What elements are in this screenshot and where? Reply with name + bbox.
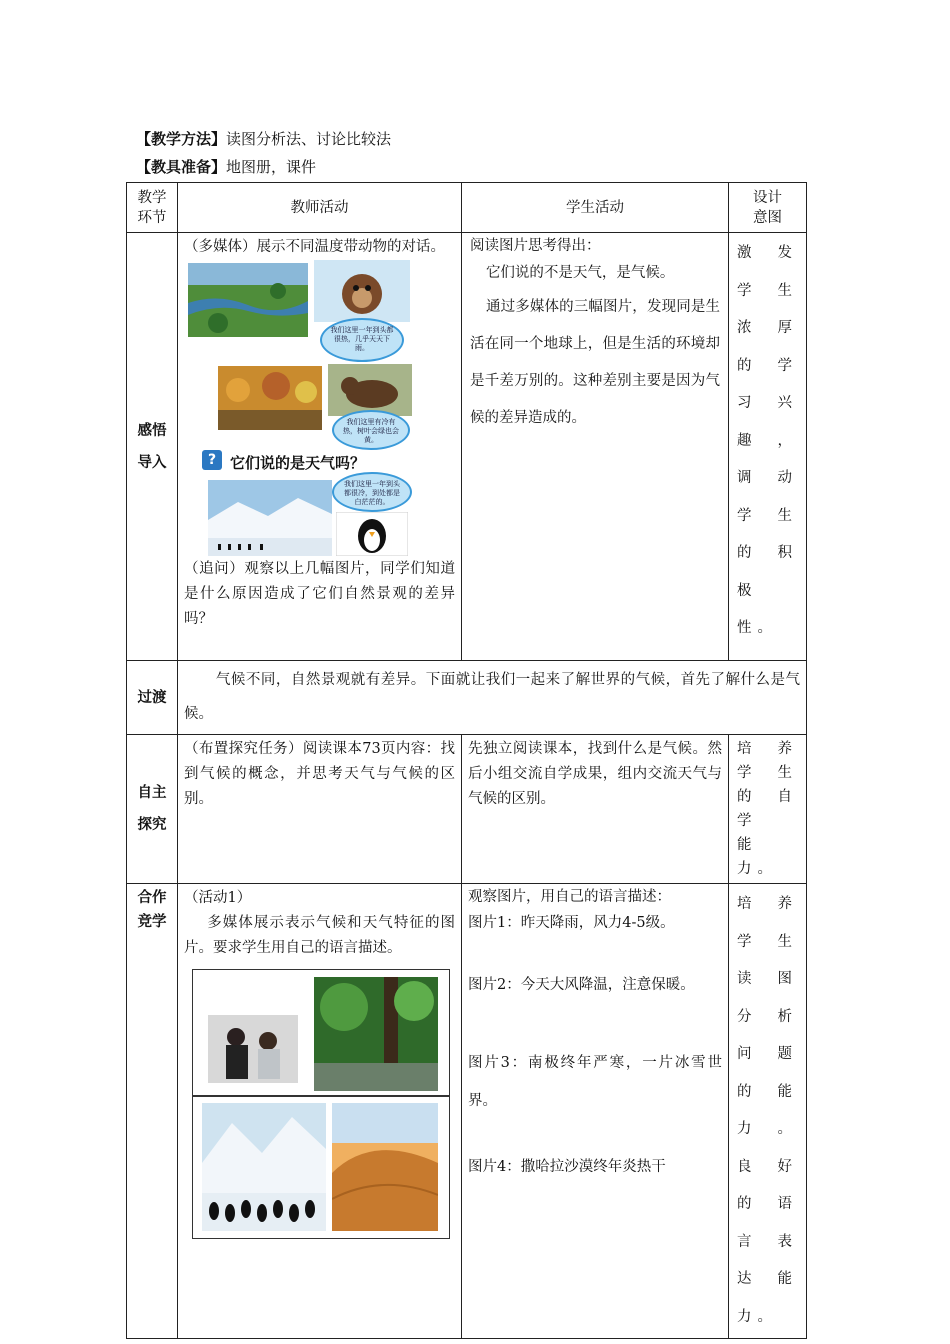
penguin-image (336, 512, 408, 556)
teaching-prep-line (136, 156, 316, 177)
teaching-prep-value: 地图册，课件 (226, 158, 317, 176)
teacher-coop-p2: 多媒体展示表示气候和天气特征的图片。要求学生用自己的语言描述。 (184, 915, 455, 956)
rainforest-image (188, 263, 308, 337)
teacher-activity-intro (178, 233, 462, 661)
teacher-intro-top: （多媒体）展示不同温度带动物的对话。 (184, 239, 445, 255)
teacher-coop-p1: （活动1） (184, 890, 252, 906)
teacher-activity-cooperation (178, 884, 462, 1339)
stage-self-study: 自主 探究 (127, 735, 178, 884)
table-row-transition (127, 661, 807, 735)
table-row-self-study (127, 735, 807, 884)
speech-bubble-2: 我们这里有冷有热，树叶会绿也会黄。 (332, 410, 410, 450)
stage-cooperation: 合作 竞学 (127, 884, 178, 1339)
windy-street-image (208, 1015, 298, 1083)
student-activity-intro (462, 233, 729, 661)
student-coop-p4: 图片4：撒哈拉沙漠终年炎热干 (468, 1159, 666, 1175)
stage-intro: 感悟 导入 (127, 233, 178, 661)
antarctic-penguins-image (202, 1103, 326, 1231)
student-intro-p1: 阅读图片思考得出： (470, 238, 601, 254)
header-student: 学生活动 (462, 183, 729, 233)
speech-bubble-3: 我们这里一年到头都很冷，到处都是白茫茫的。 (332, 472, 412, 512)
student-coop-p2: 图片2：今天大风降温，注意保暖。 (468, 977, 695, 993)
student-coop-p3: 图片3：南极终年严寒，一片冰雪世界。 (468, 1055, 722, 1109)
rainy-forest-image (314, 977, 438, 1091)
intent-intro: 激发学生浓厚的学习兴趣，调动学生的积极性。 (729, 233, 807, 661)
header-stage: 教学 环节 (127, 183, 178, 233)
transition-text: 气候不同，自然景观就有差异。下面就让我们一起来了解世界的气候，首先了解什么是气候。 (178, 661, 807, 735)
student-intro-p3: 通过多媒体的三幅图片，发现同是生活在同一个地球上，但是生活的环境却是千差万别的。这种差别主要是因为气候的差异造成的。 (470, 299, 720, 426)
monkey-image (314, 260, 410, 322)
header-intent: 设计 意图 (729, 183, 807, 233)
weather-climate-images (184, 969, 455, 1241)
student-coop-p0: 观察图片，用自己的语言描述： (468, 889, 671, 905)
stage-transition: 过渡 (127, 661, 178, 735)
teaching-method-label: 【教学方法】 (136, 130, 227, 148)
dialogue-question: 它们说的是天气吗？ (230, 454, 366, 472)
teaching-prep-label: 【教具准备】 (136, 158, 227, 176)
intent-self-study: 培养学生的自学 能力。 (729, 735, 807, 884)
intent-cooperation: 培养学生读图分析问题的能力。良好的语言表达能力。 (729, 884, 807, 1339)
student-coop-p1: 图片1：昨天降雨，风力4-5级。 (468, 915, 675, 931)
teaching-method-line (136, 128, 391, 149)
autumn-forest-image (218, 366, 322, 430)
student-intro-p2: 它们说的不是天气，是气候。 (485, 265, 675, 281)
question-mark-icon: ? (202, 450, 222, 470)
table-header-row (127, 183, 807, 233)
lesson-plan-table (126, 182, 807, 1339)
animal-dialogue-images (184, 260, 455, 557)
teacher-activity-self-study: （布置探究任务）阅读课本73页内容：找到气候的概念，并思考天气与气候的区别。 (178, 735, 462, 884)
student-activity-cooperation (462, 884, 729, 1339)
speech-bubble-1: 我们这里一年到头都很热，几乎天天下雨。 (320, 318, 404, 362)
sahara-desert-image (332, 1103, 438, 1231)
bear-image (328, 364, 412, 416)
table-row-intro (127, 233, 807, 661)
table-row-cooperation (127, 884, 807, 1339)
student-activity-self-study: 先独立阅读课本，找到什么是气候。然后小组交流自学成果，组内交流天气与气候的区别。 (462, 735, 729, 884)
header-teacher: 教师活动 (178, 183, 462, 233)
teaching-method-value: 读图分析法、讨论比较法 (226, 130, 392, 148)
antarctic-image (208, 480, 332, 556)
teacher-intro-bottom: （追问）观察以上几幅图片，同学们知道是什么原因造成了它们自然景观的差异吗？ (184, 561, 455, 627)
